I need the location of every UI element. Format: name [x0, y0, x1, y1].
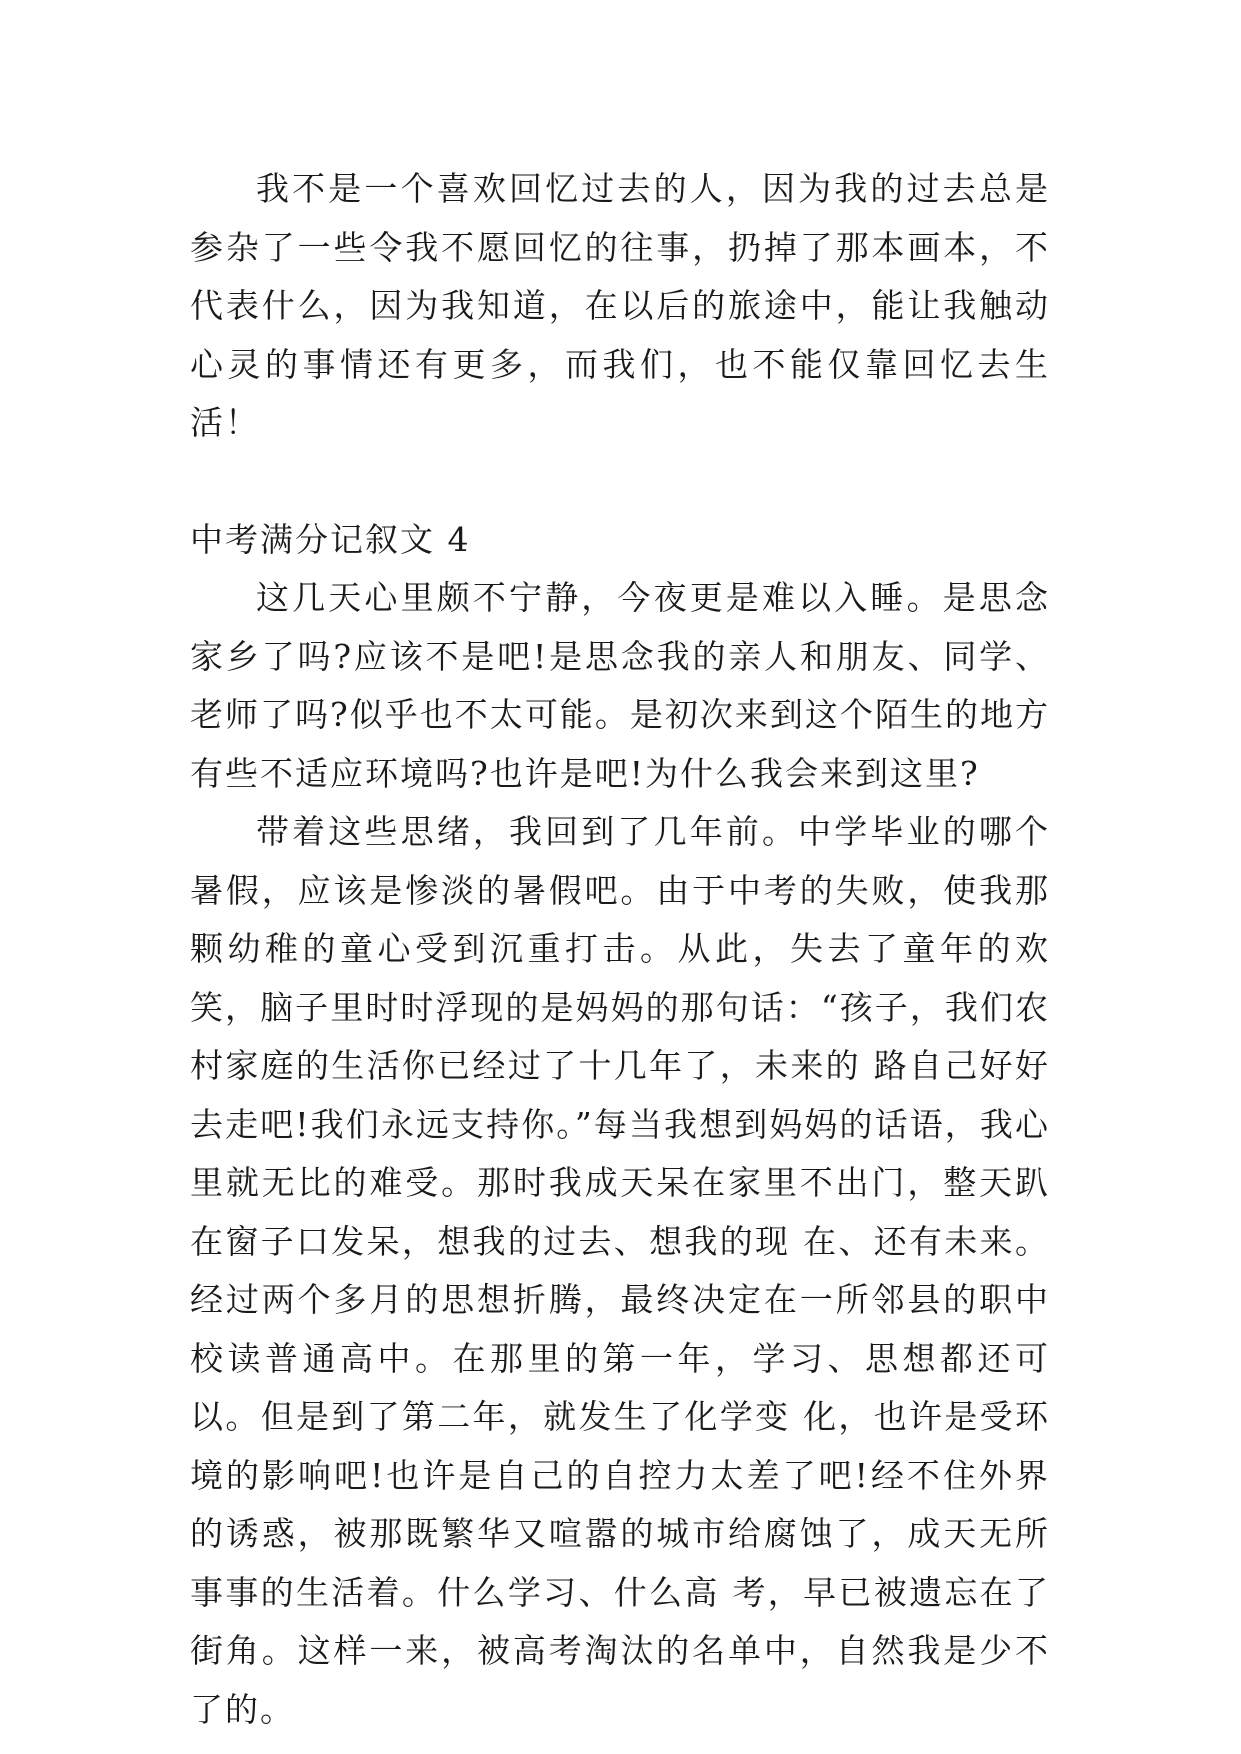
section-title: 中考满分记叙文 4	[190, 519, 471, 559]
document-page	[190, 160, 1050, 1739]
body-paragraph-2: 带着这些思绪，我回到了几年前。中学毕业的哪个暑假，应该是惨淡的暑假吧。由于中考的失败，使我那颗幼稚的童心受到沉重打击。从此，失去了童年的欢笑，脑子里时时浮现的是妈妈的那句话：“孩子，我们农村家庭的生活你已经过了十几年了，未来的 路自己好好去走吧!我们永远支持你。”每当我想到妈妈的话语，我心里就无比的难受。那时我成天呆在家里不出门，整天趴在窗子口发呆，想我的过去、想我的现 在、还有未来。经过两个多月的思想折腾，最终决定在一所邻县的职中校读普通高中。在那里的第一年，学习、思想都还可以。但是到了第二年，就发生了化学变 化，也许是受环境的影响吧!也许是自己的自控力太差了吧!经不住外界的诱惑，被那既繁华又喧嚣的城市给腐蚀了，成天无所事事的生活着。什么学习、什么高 考，早已被遗忘在了街角。这样一来，被高考淘汰的名单中，自然我是少不了的。	[190, 812, 1050, 1729]
body-paragraph-1: 这几天心里颇不宁静，今夜更是难以入睡。是思念家乡了吗?应该不是吧!是思念我的亲人和朋友、同学、老师了吗?似乎也不太可能。是初次来到这个陌生的地方有些不适应环境吗?也许是吧!为什么我会来到这里?	[190, 578, 1050, 793]
intro-paragraph: 我不是一个喜欢回忆过去的人，因为我的过去总是参杂了一些令我不愿回忆的往事，扔掉了那本画本，不代表什么，因为我知道，在以后的旅途中，能让我触动心灵的事情还有更多，而我们，也不能仅靠回忆去生活！	[190, 169, 1050, 442]
